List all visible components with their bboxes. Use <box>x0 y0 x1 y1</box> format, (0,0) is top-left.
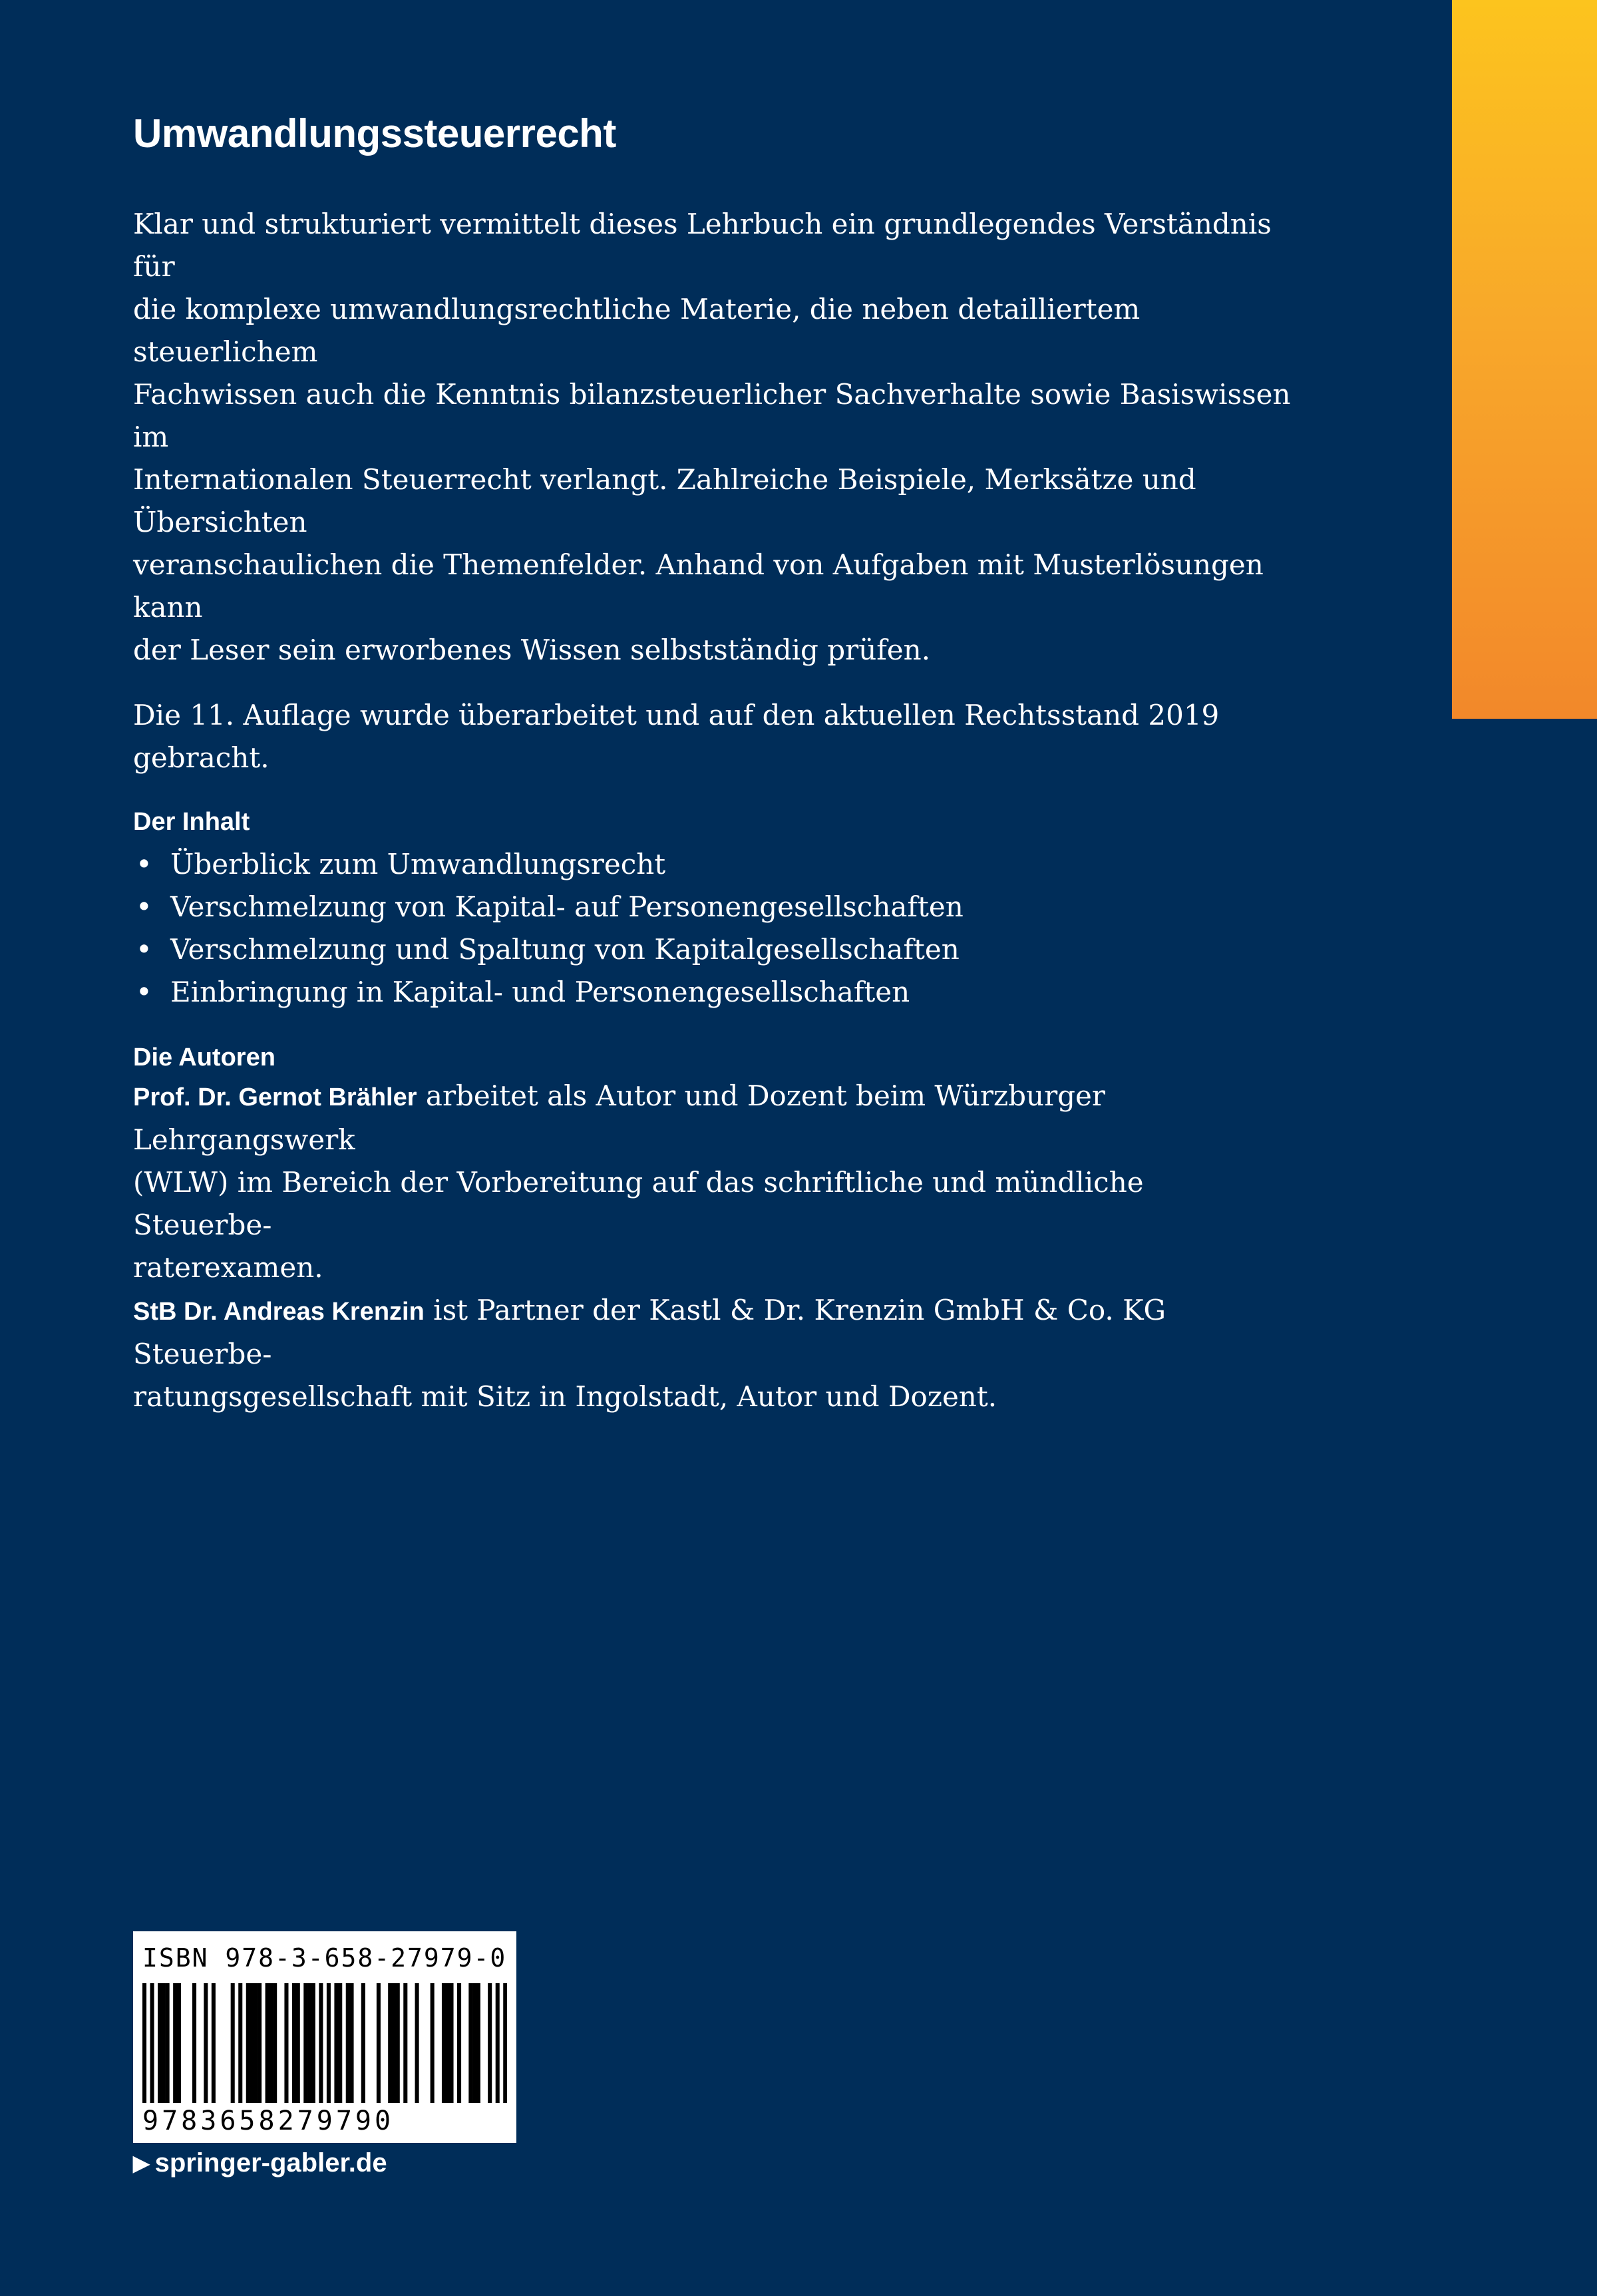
author-bio-braehler <box>133 1075 1291 1289</box>
barcode-bar <box>231 1983 235 2103</box>
list-item <box>133 843 1291 886</box>
barcode-bar <box>431 1983 435 2103</box>
barcode-bar <box>377 1983 381 2103</box>
list-item <box>133 928 1291 971</box>
barcode-bar <box>319 1983 323 2103</box>
barcode-bar <box>284 1983 288 2103</box>
description-line: Internationalen Steuerrecht verlangt. Zahlreiche Beispiele, Merksätze und Übersichten <box>133 463 1196 538</box>
barcode-bar <box>204 1983 208 2103</box>
list-item-text: Verschmelzung und Spaltung von Kapitalgesellschaften <box>170 933 960 966</box>
publisher-url: springer-gabler.de <box>154 2148 387 2178</box>
triangle-right-icon: ▶ <box>133 2151 150 2175</box>
contents-heading: Der Inhalt <box>133 808 250 836</box>
barcode-bar <box>503 1983 507 2103</box>
barcode-bar <box>173 1983 177 2103</box>
cover-text <box>133 203 1291 1418</box>
barcode-bar <box>266 1983 269 2103</box>
description-line: veranschaulichen die Themenfelder. Anhand von Aufgaben mit Musterlösungen kann <box>133 548 1264 624</box>
isbn-label: ISBN 978-3-658-27979-0 <box>142 1943 507 1973</box>
barcode-bar <box>246 1983 250 2103</box>
barcode-bar <box>212 1983 216 2103</box>
barcode-bar <box>162 1983 166 2103</box>
barcode-bar <box>303 1983 307 2103</box>
barcode-bar <box>346 1983 350 2103</box>
barcode-bar <box>238 1983 242 2103</box>
list-item-text: Überblick zum Umwandlungsrecht <box>170 848 666 880</box>
barcode-bar <box>449 1983 453 2103</box>
barcode-bar <box>258 1983 262 2103</box>
barcode-bar <box>150 1983 154 2103</box>
contents-list <box>133 843 1291 1014</box>
barcode-bar <box>250 1983 254 2103</box>
list-item <box>133 971 1291 1014</box>
barcode-bar <box>415 1983 419 2103</box>
barcode-bar <box>177 1983 181 2103</box>
barcode-bar <box>158 1983 162 2103</box>
list-item-text: Einbringung in Kapital- und Personengesellschaften <box>170 976 910 1008</box>
barcode-bar <box>403 1983 407 2103</box>
description-line: der Leser sein erworbenes Wissen selbstständig prüfen. <box>133 634 931 666</box>
edition-note: Die 11. Auflage wurde überarbeitet und auf den aktuellen Rechtsstand 2019 gebracht. <box>133 699 1220 774</box>
description <box>133 203 1291 671</box>
barcode-bar <box>472 1983 476 2103</box>
barcode-bar <box>468 1983 472 2103</box>
barcode-bar <box>388 1983 392 2103</box>
author-name: Prof. Dr. Gernot Brähler <box>133 1083 417 1111</box>
barcode-bar <box>442 1983 446 2103</box>
publisher-link[interactable] <box>133 2148 387 2178</box>
barcode-bar <box>476 1983 480 2103</box>
accent-strip <box>1452 0 1597 719</box>
description-line: die komplexe umwandlungsrechtliche Materie, die neben detailliertem steuerlichem <box>133 293 1141 368</box>
bullet-icon: • <box>136 890 152 923</box>
list-item-text: Verschmelzung von Kapital- auf Personengesellschaften <box>170 890 964 923</box>
book-title: Umwandlungssteuerrecht <box>133 111 616 156</box>
description-line: Klar und strukturiert vermittelt dieses Lehrbuch ein grundlegendes Verständnis für <box>133 208 1272 283</box>
bullet-icon: • <box>136 933 152 966</box>
barcode-bar <box>254 1983 258 2103</box>
author-bio-text: ratungsgesellschaft mit Sitz in Ingolstadt, Autor und Dozent. <box>133 1380 997 1413</box>
author-bio-text: raterexamen. <box>133 1251 323 1284</box>
barcode-bar <box>273 1983 277 2103</box>
barcode-bar <box>392 1983 396 2103</box>
barcode-bar <box>349 1983 353 2103</box>
barcode-bar <box>338 1983 342 2103</box>
author-bio-krenzin <box>133 1289 1291 1418</box>
author-bio-text: (WLW) im Bereich der Vorbereitung auf das schriftliche und mündliche Steuerbe- <box>133 1166 1144 1241</box>
barcode-bar <box>311 1983 315 2103</box>
barcode-bar <box>488 1983 492 2103</box>
barcode-bar <box>496 1983 500 2103</box>
barcode-bar <box>307 1983 311 2103</box>
barcode-bar <box>361 1983 365 2103</box>
barcode-bar <box>327 1983 331 2103</box>
barcode-bar <box>396 1983 400 2103</box>
isbn-barcode <box>133 1931 516 2143</box>
barcode-bar <box>166 1983 170 2103</box>
barcode-bar <box>292 1983 296 2103</box>
barcode-bar <box>142 1983 146 2103</box>
description-line: Fachwissen auch die Kenntnis bilanzsteuerlicher Sachverhalte sowie Basiswissen im <box>133 378 1291 453</box>
bullet-icon: • <box>136 976 152 1008</box>
barcode-bar <box>446 1983 450 2103</box>
authors-heading: Die Autoren <box>133 1044 275 1071</box>
author-bio-text: ist Partner der Kastl & Dr. Krenzin GmbH & Co. KG Steuerbe- <box>133 1294 1166 1370</box>
barcode-bars <box>142 1983 507 2103</box>
bullet-icon: • <box>136 848 152 880</box>
barcode-bar <box>334 1983 338 2103</box>
barcode-bar <box>296 1983 300 2103</box>
barcode-bar <box>192 1983 196 2103</box>
author-bio-text: arbeitet als Autor und Dozent beim Würzburger Lehrgangswerk <box>133 1079 1105 1156</box>
barcode-bar <box>457 1983 461 2103</box>
author-name: StB Dr. Andreas Krenzin <box>133 1298 425 1326</box>
barcode-digits: 9783658279790 <box>142 2106 395 2136</box>
list-item <box>133 886 1291 928</box>
barcode-bar <box>269 1983 273 2103</box>
